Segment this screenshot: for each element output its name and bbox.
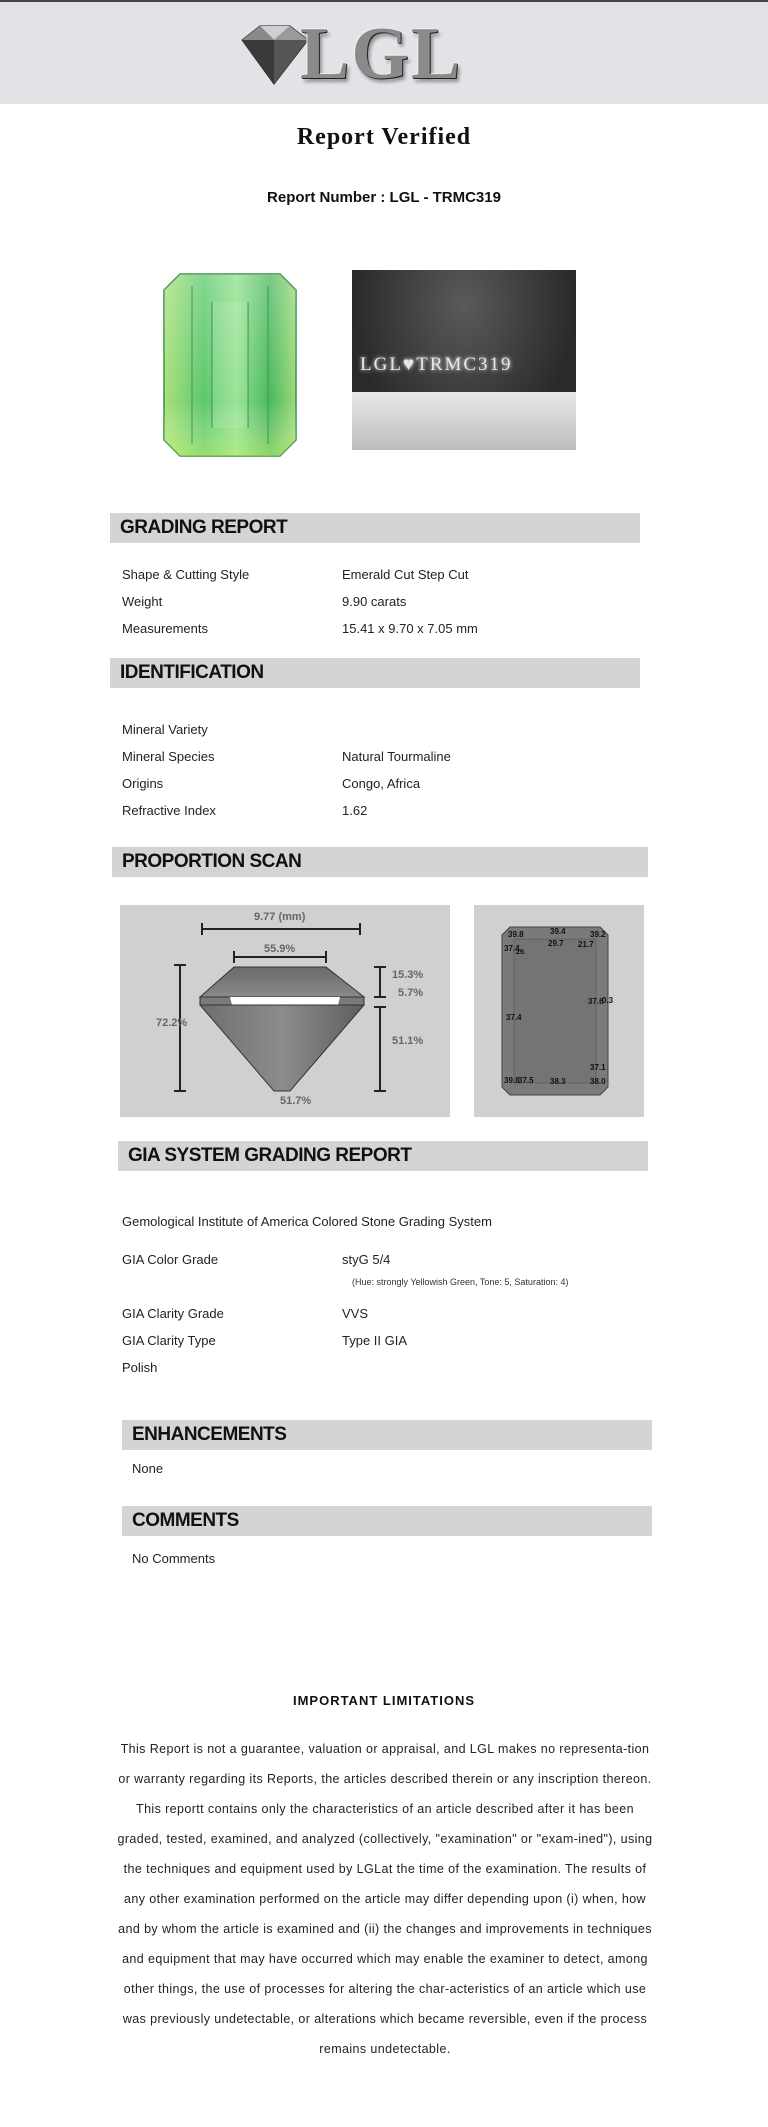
identification-label-variety: Mineral Variety bbox=[122, 722, 208, 737]
inscription-girdle bbox=[352, 392, 576, 450]
top-label-9: 37.6 bbox=[588, 997, 604, 1006]
identification-label-refractive: Refractive Index bbox=[122, 803, 216, 818]
label-crown: 15.3% bbox=[392, 969, 424, 981]
top-label-7: 29. bbox=[516, 949, 526, 956]
report-number: Report Number : LGL - TRMC319 bbox=[267, 189, 501, 206]
grading-value-weight: 9.90 carats bbox=[342, 594, 407, 609]
section-proportion-scan: PROPORTION SCAN bbox=[112, 847, 648, 877]
top-label-2: 39.4 bbox=[550, 927, 566, 936]
label-width: 9.77 (mm) bbox=[254, 911, 306, 923]
gia-label-clarity-grade: GIA Clarity Grade bbox=[122, 1306, 224, 1321]
grading-label-shape: Shape & Cutting Style bbox=[122, 567, 250, 582]
label-culet: 51.7% bbox=[280, 1095, 312, 1107]
top-label-13: 37.5 bbox=[518, 1076, 534, 1085]
identification-value-refractive: 1.62 bbox=[342, 803, 368, 818]
grading-value-shape: Emerald Cut Step Cut bbox=[342, 567, 469, 582]
section-grading-report: GRADING REPORT bbox=[110, 513, 640, 543]
identification-value-origins: Congo, Africa bbox=[342, 776, 421, 791]
gia-value-clarity-grade: VVS bbox=[342, 1306, 369, 1321]
inscription-text: LGL♥TRMC319 bbox=[360, 354, 513, 375]
top-label-8: 37.4 bbox=[506, 1013, 522, 1022]
gia-value-color: styG 5/4 bbox=[342, 1252, 391, 1267]
gemstone-photo bbox=[130, 262, 330, 462]
lgl-logo bbox=[232, 13, 492, 95]
section-comments: COMMENTS bbox=[122, 1506, 652, 1536]
gia-value-clarity-type: Type II GIA bbox=[342, 1333, 408, 1348]
gia-label-polish: Polish bbox=[122, 1360, 158, 1375]
grading-value-measurements: 15.41 x 9.70 x 7.05 mm bbox=[342, 621, 478, 636]
gia-label-clarity-type: GIA Clarity Type bbox=[122, 1333, 216, 1348]
label-table: 55.9% bbox=[264, 943, 296, 955]
comments-value: No Comments bbox=[132, 1551, 216, 1566]
page-title: Report Verified bbox=[296, 124, 472, 150]
top-label-12: 39.8 bbox=[504, 1076, 520, 1085]
top-label-15: 38.0 bbox=[590, 1077, 606, 1086]
label-depth: 72.2% bbox=[156, 1017, 188, 1029]
section-enhancements: ENHANCEMENTS bbox=[122, 1420, 652, 1450]
identification-label-species: Mineral Species bbox=[122, 749, 215, 764]
limitations-body: This Report is not a guarantee, valuation or appraisal, and LGL makes no representa-tion or warranty regarding its Reports, the articles described therein or any inscription thereon. This reportt contains only the characteristics of an article described after it has been graded, tested, examined, and analyzed (collectively, "examination" or "exam-ined"), using the techniques and equipment used by LGLat the time of the examination. The results of any other examination performed on the article may differ depending upon (i) when, how and by whom the article is examined and (ii) the changes and improvements in techniques and equipment that may have occurred which may enable the examiner to detect, among other things, the use of processes for altering the char-acteristics of an article which use was previously undetectable, or alterations which became reversible, even if the process remains undetectable. bbox=[117, 1742, 653, 2056]
section-identification: IDENTIFICATION bbox=[110, 658, 640, 688]
gia-color-note: (Hue: strongly Yellowish Green, Tone: 5, Saturation: 4) bbox=[352, 1277, 569, 1287]
top-label-11: 37.1 bbox=[590, 1063, 606, 1072]
proportion-side-diagram bbox=[120, 905, 450, 1117]
laser-inscription-photo bbox=[352, 270, 576, 450]
label-pavilion: 51.1% bbox=[392, 1035, 424, 1047]
top-label-6: 21.7 bbox=[578, 940, 594, 949]
top-label-14: 38.3 bbox=[550, 1077, 566, 1086]
section-gia: GIA SYSTEM GRADING REPORT bbox=[118, 1141, 648, 1171]
top-label-3: 39.2 bbox=[590, 930, 606, 939]
identification-label-origins: Origins bbox=[122, 776, 164, 791]
top-label-4: 37.4 bbox=[504, 944, 520, 953]
enhancements-value: None bbox=[132, 1461, 164, 1476]
limitations-title: IMPORTANT LIMITATIONS bbox=[292, 1693, 476, 1708]
top-label-10: 0.3 bbox=[602, 996, 614, 1005]
label-girdle: 5.7% bbox=[398, 987, 424, 999]
grading-label-weight: Weight bbox=[122, 594, 163, 609]
gia-label-color: GIA Color Grade bbox=[122, 1252, 219, 1267]
header-band bbox=[0, 0, 768, 104]
top-label-1: 39.8 bbox=[508, 930, 524, 939]
top-label-5: 29.7 bbox=[548, 939, 564, 948]
gia-system-name: Gemological Institute of America Colored Stone Grading System bbox=[122, 1214, 492, 1229]
proportion-top-diagram bbox=[474, 905, 644, 1117]
identification-value-species: Natural Tourmaline bbox=[342, 749, 451, 764]
grading-label-measurements: Measurements bbox=[122, 621, 208, 636]
logo-text: LGL bbox=[300, 13, 463, 95]
